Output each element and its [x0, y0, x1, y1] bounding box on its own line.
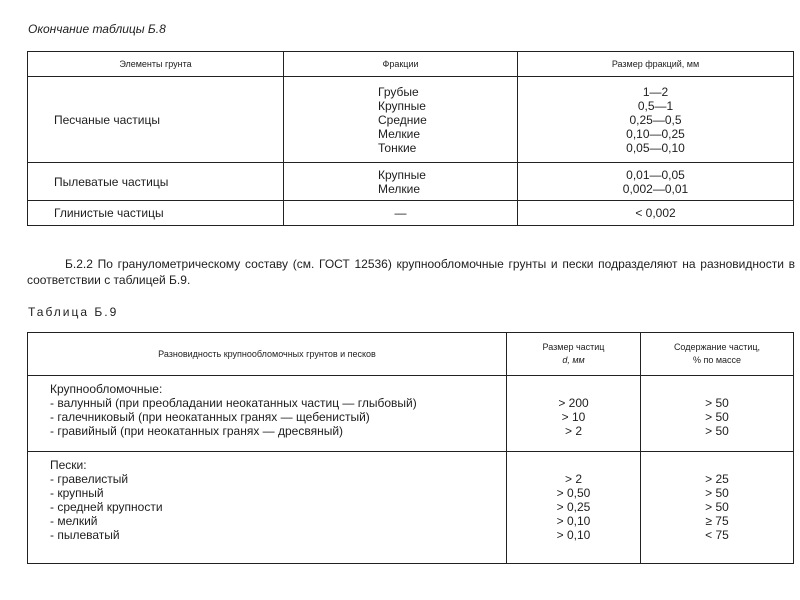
table-header-row	[28, 52, 794, 77]
fraction-item: Крупные	[378, 98, 426, 113]
size-value: > 0,25	[556, 500, 591, 514]
header-fractions: Фракции	[284, 52, 518, 77]
size-value: 0,05—0,10	[626, 140, 685, 155]
row-element: Песчаные частицы	[28, 77, 284, 163]
content-value: > 50	[705, 410, 729, 424]
table-row-group-coarse	[28, 376, 794, 452]
content-value: > 50	[705, 396, 729, 410]
row-fractions	[284, 201, 518, 226]
table-b8	[27, 51, 794, 226]
header-fraction-size: Размер фракций, мм	[518, 52, 794, 77]
row-element: Глинистые частицы	[28, 201, 284, 226]
paragraph-b-2-2: Б.2.2 По гранулометрическому составу (см. ГОСТ 12536) крупнообломочные грунты и пески подразделяют на разновидности в соответствии с таблицей Б.9.	[27, 257, 795, 287]
list-item: - валунный (при преобладании неокатанных частиц — глыбовый)	[50, 396, 417, 410]
group-varieties	[28, 376, 507, 452]
size-value: < 0,002	[635, 206, 676, 220]
table-b9-caption: Таблица Б.9	[28, 305, 119, 319]
group-title: Пески:	[50, 458, 87, 472]
list-item: - галечниковый (при неокатанных гранях — щебенистый)	[50, 410, 370, 424]
fraction-item: Крупные	[378, 167, 426, 182]
size-value: > 200	[558, 396, 589, 410]
group-contents	[641, 376, 794, 452]
fraction-item: Мелкие	[378, 126, 421, 141]
header-particle-size	[507, 333, 641, 376]
header-variety: Разновидность крупнообломочных грунтов и песков	[28, 333, 507, 376]
size-value: 0,002—0,01	[622, 181, 689, 196]
table-row-group-sands	[28, 452, 794, 564]
size-value: 0,5—1	[637, 98, 674, 113]
size-value: 0,10—0,25	[626, 126, 685, 141]
size-value: 0,25—0,5	[629, 112, 682, 127]
row-sizes	[518, 201, 794, 226]
size-value: 1—2	[642, 84, 669, 99]
content-value: > 50	[705, 500, 729, 514]
list-item: - гравийный (при неокатанных гранях — дресвяный)	[50, 424, 344, 438]
group-contents	[641, 452, 794, 564]
header-particle-size-line1: Размер частиц	[542, 342, 605, 352]
row-fractions	[284, 77, 518, 163]
size-value: > 0,10	[556, 528, 591, 542]
list-item: - средней крупности	[50, 500, 163, 514]
size-value: > 0,50	[556, 486, 591, 500]
content-value: > 50	[705, 486, 729, 500]
row-sizes	[518, 77, 794, 163]
group-sizes	[507, 452, 641, 564]
row-fractions	[284, 163, 518, 201]
header-particle-content-line1: Содержание частиц,	[673, 342, 761, 352]
header-particle-size-line2: d, мм	[562, 355, 585, 365]
fraction-item: Тонкие	[378, 140, 417, 155]
table-row	[28, 201, 794, 226]
content-value: ≥ 75	[705, 514, 729, 528]
table-b9	[27, 332, 794, 564]
list-item: - мелкий	[50, 514, 98, 528]
fraction-item: Грубые	[378, 84, 419, 99]
fraction-item: Мелкие	[378, 181, 421, 196]
content-value: > 25	[705, 472, 729, 486]
table-row	[28, 163, 794, 201]
row-element: Пылеватые частицы	[28, 163, 284, 201]
group-sizes	[507, 376, 641, 452]
fraction-item: —	[394, 206, 407, 220]
content-value: < 75	[705, 528, 729, 542]
content-value: > 50	[705, 424, 729, 438]
size-value: > 0,10	[556, 514, 591, 528]
header-particle-content	[641, 333, 794, 376]
header-particle-content-line2: % по массе	[692, 355, 742, 365]
group-title: Крупнообломочные:	[50, 382, 163, 396]
size-value: 0,01—0,05	[626, 167, 685, 182]
list-item: - гравелистый	[50, 472, 129, 486]
header-soil-elements: Элементы грунта	[28, 52, 284, 77]
fraction-item: Средние	[378, 112, 427, 127]
table-continuation-caption: Окончание таблицы Б.8	[28, 22, 166, 36]
list-item: - крупный	[50, 486, 104, 500]
row-sizes	[518, 163, 794, 201]
table-header-row	[28, 333, 794, 376]
table-row	[28, 77, 794, 163]
size-value: > 10	[561, 410, 586, 424]
group-varieties	[28, 452, 507, 564]
size-value: > 2	[564, 424, 582, 438]
size-value: > 2	[564, 472, 582, 486]
list-item: - пылеватый	[50, 528, 120, 542]
